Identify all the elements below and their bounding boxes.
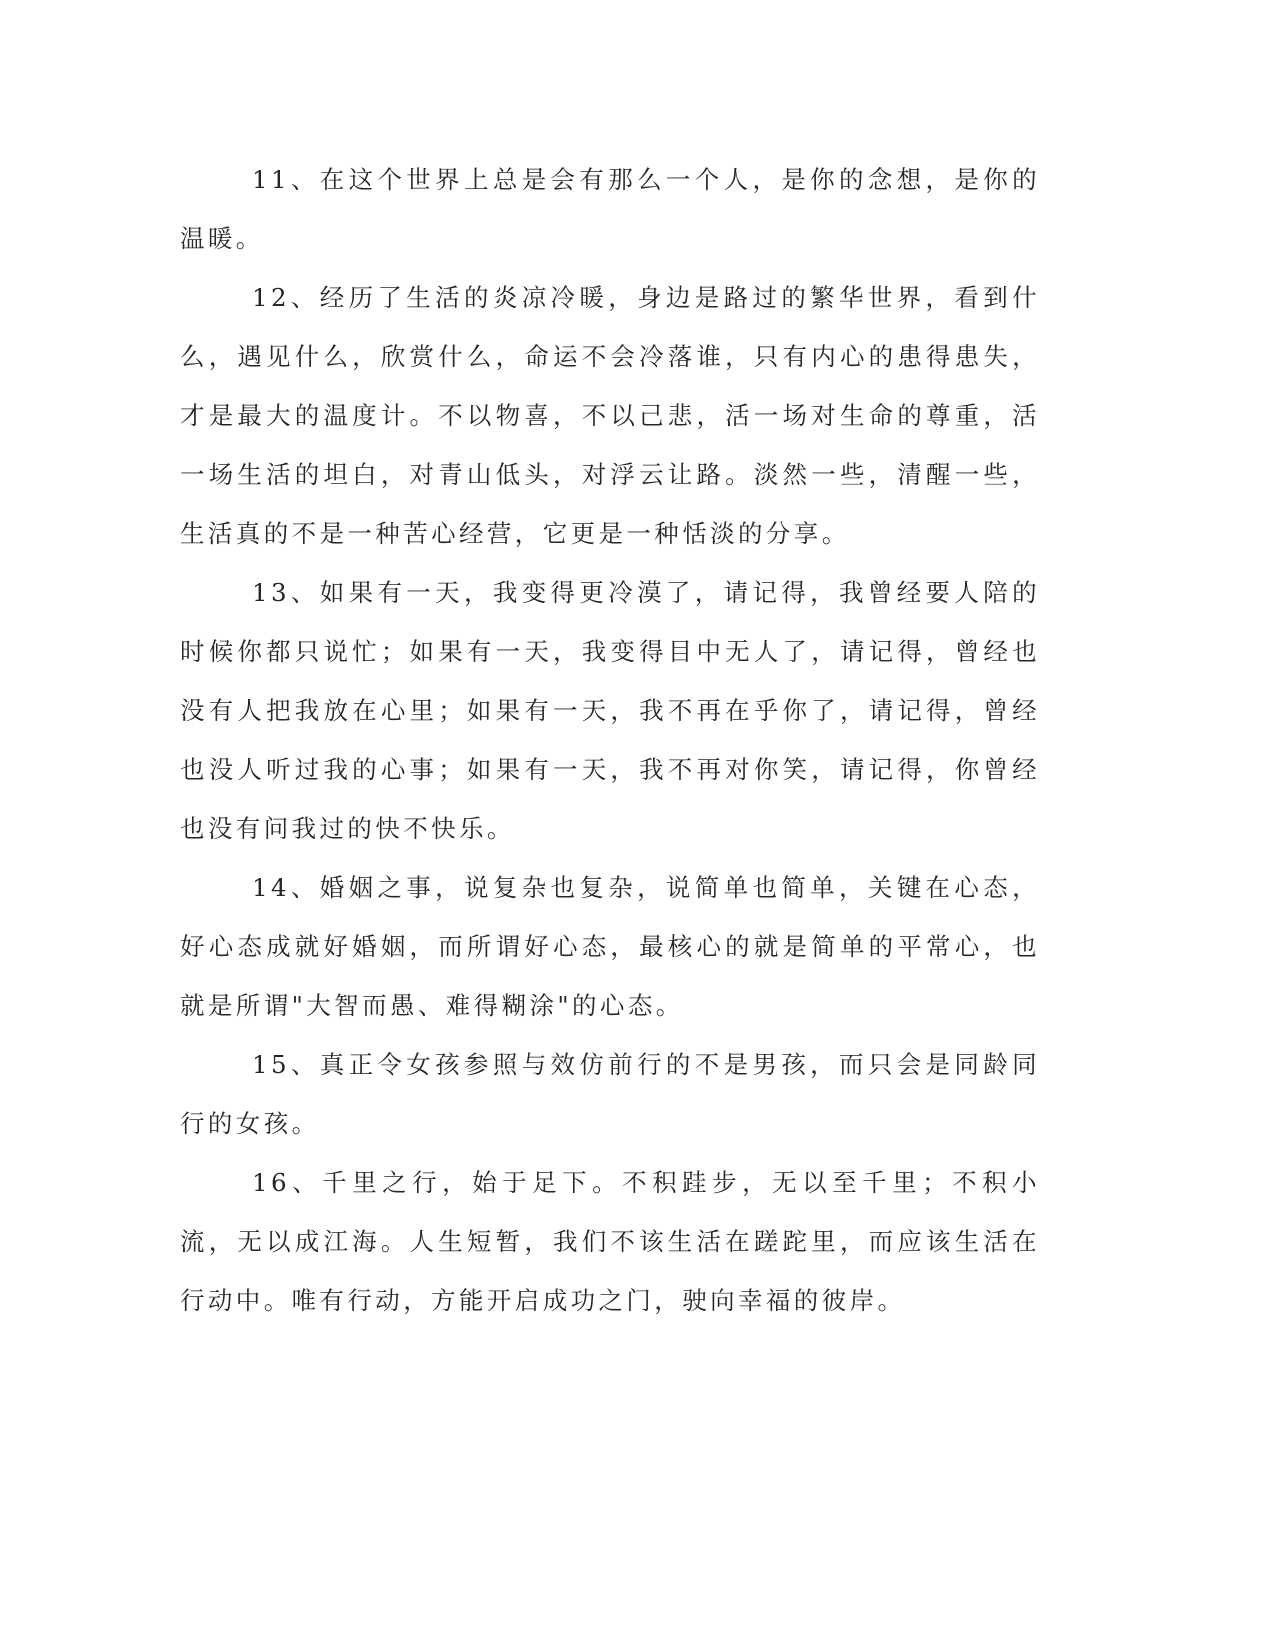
paragraph-13: 13、如果有一天，我变得更冷漠了，请记得，我曾经要人陪的时候你都只说忙；如果有一天，我变得目中无人了，请记得，曾经也没有人把我放在心里；如果有一天，我不再在乎你了，请记得，曾经也没人听过我的心事；如果有一天，我不再对你笑，请记得，你曾经也没有问我过的快不快乐。 (180, 578, 1040, 843)
paragraph-11: 11、在这个世界上总是会有那么一个人，是你的念想，是你的温暖。 (180, 165, 1040, 253)
paragraph-15: 15、真正令女孩参照与效仿前行的不是男孩，而只会是同龄同行的女孩。 (180, 1050, 1040, 1138)
document-body (180, 150, 1040, 1330)
paragraph-12: 12、经历了生活的炎凉冷暖，身边是路过的繁华世界，看到什么，遇见什么，欣赏什么，命运不会冷落谁，只有内心的患得患失，才是最大的温度计。不以物喜，不以己悲，活一场对生命的尊重，活一场生活的坦白，对青山低头，对浮云让路。淡然一些，清醒一些，生活真的不是一种苦心经营，它更是一种恬淡的分享。 (180, 283, 1040, 548)
paragraph-14: 14、婚姻之事，说复杂也复杂，说简单也简单，关键在心态，好心态成就好婚姻，而所谓好心态，最核心的就是简单的平常心，也就是所谓"大智而愚、难得糊涂"的心态。 (180, 873, 1040, 1020)
paragraph-16: 16、千里之行，始于足下。不积跬步，无以至千里；不积小流，无以成江海。人生短暂，我们不该生活在蹉跎里，而应该生活在行动中。唯有行动，方能开启成功之门，驶向幸福的彼岸。 (180, 1168, 1040, 1315)
